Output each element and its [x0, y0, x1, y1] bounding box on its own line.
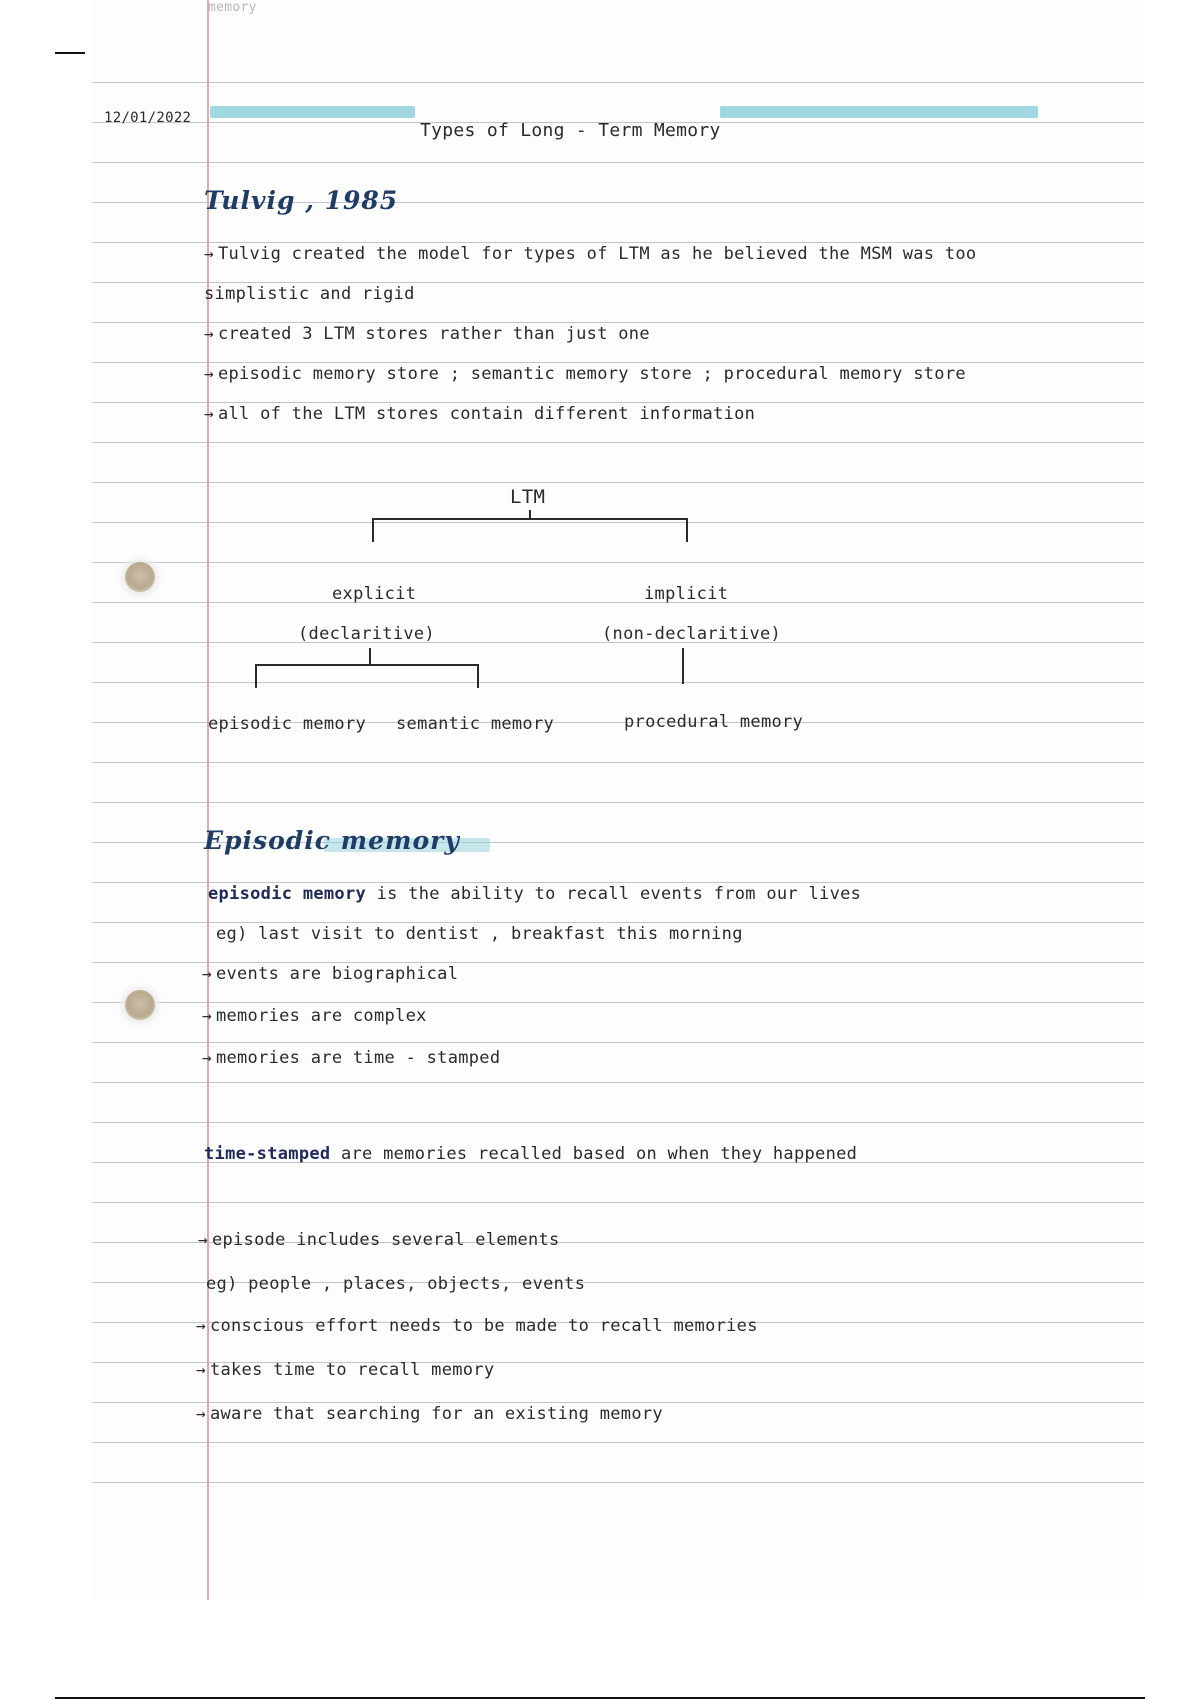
timestamp-line — [204, 1144, 857, 1164]
ruled-line — [92, 962, 1144, 963]
arrow-icon: → — [202, 1006, 212, 1025]
ruled-line — [92, 362, 1144, 363]
section-heading-tulving: Tulvig , 1985 — [204, 186, 399, 215]
arrow-icon: → — [204, 244, 214, 263]
diagram-explicit-sub: (declaritive) — [298, 624, 435, 644]
definition-text: is the ability to recall events from our lives — [376, 884, 862, 904]
bullet-line — [204, 244, 976, 264]
tree-line — [477, 664, 479, 688]
diagram-root: LTM — [510, 486, 546, 508]
bullet-text: all of the LTM stores contain different information — [217, 404, 756, 424]
top-label: memory — [208, 0, 257, 15]
timestamp-text: are memories recalled based on when they happened — [340, 1144, 858, 1164]
ruled-line — [92, 522, 1144, 523]
notebook-page — [92, 0, 1144, 1600]
ruled-line — [92, 162, 1144, 163]
section-heading-episodic: Episodic memory — [204, 826, 460, 855]
arrow-icon: → — [196, 1316, 206, 1335]
tree-line — [686, 518, 688, 542]
ruled-line — [92, 1402, 1144, 1403]
ruled-line — [92, 1442, 1144, 1443]
ruled-line — [92, 1042, 1144, 1043]
bullet-line — [196, 1360, 494, 1380]
ruled-line — [92, 82, 1144, 83]
diagram-leaf-procedural: procedural memory — [624, 712, 804, 732]
tree-line — [372, 518, 374, 542]
ruled-line — [92, 682, 1144, 683]
ruled-line — [92, 1202, 1144, 1203]
bullet-line — [202, 1006, 427, 1026]
punch-hole — [125, 562, 155, 592]
corner-mark — [55, 52, 85, 54]
bullet-line — [196, 1404, 663, 1424]
ruled-line — [92, 1082, 1144, 1083]
arrow-icon: → — [202, 964, 212, 983]
title-highlight-right — [720, 106, 1038, 118]
tree-line — [369, 648, 371, 664]
tree-line — [372, 518, 688, 520]
timestamp-term: time-stamped — [204, 1144, 331, 1164]
bullet-text: Tulvig created the model for types of LTM as he believed the MSM was too — [217, 244, 977, 264]
diagram-leaf-episodic: episodic memory — [208, 714, 367, 734]
diagram-leaf-semantic: semantic memory — [396, 714, 555, 734]
tree-line — [682, 648, 684, 684]
ruled-line — [92, 922, 1144, 923]
arrow-icon: → — [204, 364, 214, 383]
bullet-line — [204, 364, 966, 384]
bullet-line — [204, 404, 755, 424]
diagram-implicit-sub: (non-declaritive) — [602, 624, 782, 644]
ruled-line — [92, 442, 1144, 443]
arrow-icon: → — [198, 1230, 208, 1249]
bullet-line — [198, 1230, 560, 1250]
ruled-line — [92, 762, 1144, 763]
ruled-line — [92, 1482, 1144, 1483]
arrow-icon: → — [196, 1404, 206, 1423]
ruled-line — [92, 1122, 1144, 1123]
ruled-line — [92, 562, 1144, 563]
bullet-line — [202, 1048, 500, 1068]
bullet-text: created 3 LTM stores rather than just one — [217, 324, 650, 344]
title-highlight-left — [210, 106, 415, 118]
bullet-text: conscious effort needs to be made to recall memories — [209, 1316, 758, 1336]
diagram-explicit: explicit — [332, 584, 417, 604]
bullet-text: episode includes several elements — [211, 1230, 560, 1250]
bullet-text: memories are complex — [215, 1006, 427, 1026]
page-title: Types of Long - Term Memory — [420, 120, 721, 141]
punch-hole — [125, 990, 155, 1020]
example-line: eg) people , places, objects, events — [206, 1274, 586, 1294]
ruled-line — [92, 322, 1144, 323]
bottom-rule — [55, 1697, 1145, 1699]
bullet-text: episodic memory store ; semantic memory store ; procedural memory store — [217, 364, 966, 384]
bullet-text: events are biographical — [215, 964, 459, 984]
bullet-line — [204, 324, 650, 344]
bullet-continuation: simplistic and rigid — [204, 284, 415, 304]
arrow-icon: → — [196, 1360, 206, 1379]
bullet-text: takes time to recall memory — [209, 1360, 495, 1380]
ruled-line — [92, 242, 1144, 243]
bullet-text: aware that searching for an existing memory — [209, 1404, 663, 1424]
arrow-icon: → — [204, 324, 214, 343]
arrow-icon: → — [204, 404, 214, 423]
diagram-implicit: implicit — [644, 584, 729, 604]
bullet-text: memories are time - stamped — [215, 1048, 501, 1068]
ruled-line — [92, 602, 1144, 603]
tree-line — [255, 664, 257, 688]
ruled-line — [92, 282, 1144, 283]
arrow-icon: → — [202, 1048, 212, 1067]
definition-line — [208, 884, 861, 904]
tree-line — [529, 510, 531, 518]
example-line: eg) last visit to dentist , breakfast this morning — [216, 924, 743, 944]
bullet-line — [196, 1316, 758, 1336]
definition-term: episodic memory — [208, 884, 367, 904]
ruled-line — [92, 402, 1144, 403]
ruled-line — [92, 482, 1144, 483]
ruled-line — [92, 802, 1144, 803]
bullet-line — [202, 964, 458, 984]
ruled-line — [92, 882, 1144, 883]
tree-line — [255, 664, 479, 666]
ruled-line — [92, 1002, 1144, 1003]
date: 12/01/2022 — [104, 110, 192, 126]
